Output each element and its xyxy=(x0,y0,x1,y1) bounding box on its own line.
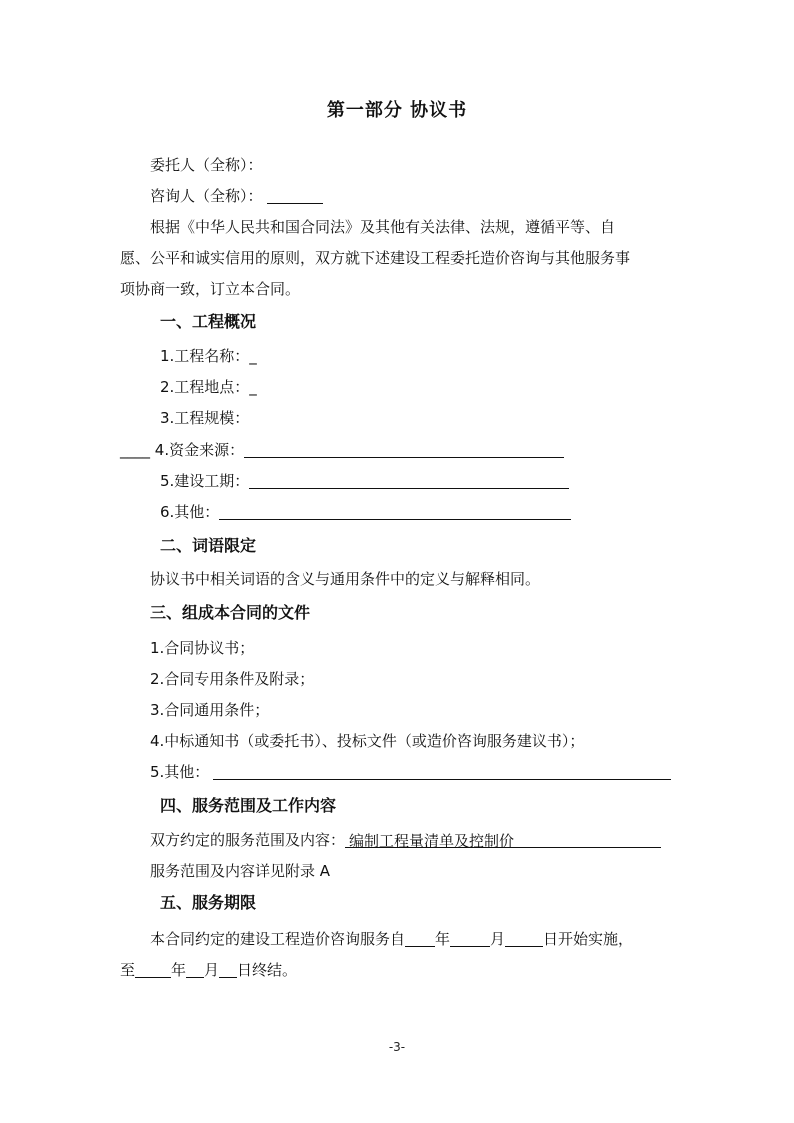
duration-blank xyxy=(249,472,569,489)
document-item: 1.合同协议书； xyxy=(150,639,255,657)
year-label: 年 xyxy=(435,930,451,948)
other-blank xyxy=(219,503,571,520)
consultant-line xyxy=(150,186,323,206)
client-label: 委托人（全称）： xyxy=(150,156,263,174)
term-start-line xyxy=(150,929,633,949)
document-item-other xyxy=(150,762,671,782)
scope-label: 双方约定的服务范围及内容： xyxy=(150,831,346,849)
section-heading-overview: 一、工程概况 xyxy=(160,312,257,331)
funding-prefix: ____ xyxy=(120,441,150,459)
project-name-line: 1.工程名称：_ xyxy=(160,347,257,365)
end-month-label: 月 xyxy=(204,961,220,979)
duration-label: 5.建设工期： xyxy=(160,472,250,490)
scope-appendix-note: 服务范围及内容详见附录 A xyxy=(150,862,331,880)
other-label: 6.其他： xyxy=(160,503,220,521)
term-end-prefix: 至 xyxy=(120,961,136,979)
document-item: 3.合同通用条件； xyxy=(150,701,270,719)
client-line xyxy=(150,155,263,175)
start-month-blank xyxy=(450,930,490,947)
page-title: 第一部分 协议书 xyxy=(326,100,468,121)
preamble-line-2: 愿、公平和诚实信用的原则，双方就下述建设工程委托造价咨询与其他服务事 xyxy=(120,249,631,267)
start-year-blank xyxy=(405,930,435,947)
end-day-blank xyxy=(219,961,237,978)
funding-label: 4.资金来源： xyxy=(154,441,245,459)
funding-blank xyxy=(244,441,564,458)
preamble-line-1: 根据《中华人民共和国合同法》及其他有关法律、法规，遵循平等、自 xyxy=(150,218,616,236)
document-other-blank xyxy=(213,763,671,780)
document-item: 2.合同专用条件及附录； xyxy=(150,670,315,688)
scope-line xyxy=(150,830,661,850)
start-day-blank xyxy=(505,930,543,947)
preamble-line-3: 项协商一致，订立本合同。 xyxy=(120,280,301,298)
project-scale-line: 3.工程规模： xyxy=(160,409,250,427)
term-end-line xyxy=(120,960,297,980)
page-number: -3- xyxy=(388,1040,406,1054)
document-item: 4.中标通知书（或委托书）、投标文件（或造价咨询服务建议书）； xyxy=(150,732,585,750)
term-start-text: 本合同约定的建设工程造价咨询服务自 xyxy=(150,930,406,948)
funding-line xyxy=(120,440,564,460)
section-heading-documents: 三、组成本合同的文件 xyxy=(150,603,311,622)
section-heading-term: 五、服务期限 xyxy=(160,893,257,912)
consultant-label: 咨询人（全称）： xyxy=(150,187,263,205)
end-year-blank xyxy=(135,961,171,978)
consultant-blank xyxy=(267,187,323,204)
section-heading-scope: 四、服务范围及工作内容 xyxy=(160,796,337,815)
project-location-line: 2.工程地点：_ xyxy=(160,378,257,396)
end-day-text: 日终结。 xyxy=(237,961,298,979)
scope-value: 编制工程量清单及控制价 xyxy=(345,831,661,848)
other-line xyxy=(160,502,571,522)
terms-text: 协议书中相关词语的含义与通用条件中的定义与解释相同。 xyxy=(150,570,541,588)
end-month-blank xyxy=(186,961,204,978)
document-other-label: 5.其他： xyxy=(150,763,210,781)
end-year-label: 年 xyxy=(171,961,187,979)
start-day-text: 日开始实施， xyxy=(543,930,634,948)
section-heading-terms: 二、词语限定 xyxy=(160,536,257,555)
month-label: 月 xyxy=(490,930,506,948)
duration-line xyxy=(160,471,569,491)
